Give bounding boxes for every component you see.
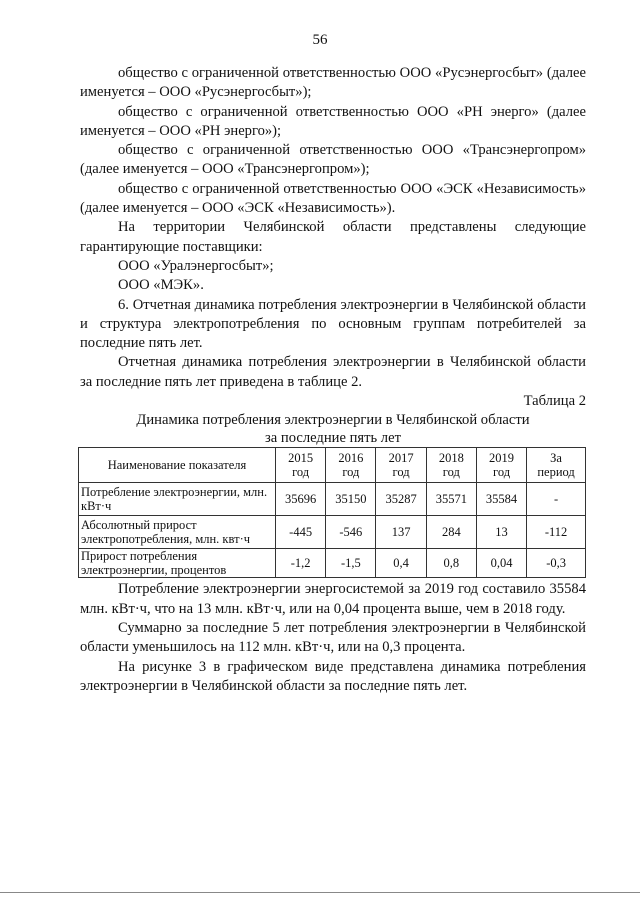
table-cell: 35287: [376, 483, 426, 516]
table-row: [79, 549, 586, 578]
paragraph: Отчетная динамика потребления электроэнергии в Челябинской области за последние пять лет приведена в таблице 2.: [80, 354, 586, 390]
table-title-line1: Динамика потребления электроэнергии в Челябинской области: [136, 412, 530, 429]
table-cell: 35150: [326, 483, 376, 516]
bottom-divider: [0, 892, 640, 893]
table-cell: 35696: [276, 483, 326, 516]
paragraph: общество с ограниченной ответственностью ООО «ЭСК «Независимость» (далее именуется – ООО «ЭСК «Независимость»).: [80, 180, 586, 217]
row-label: Потребление электроэнергии, млн. кВт·ч: [79, 483, 276, 516]
header-year: 2018 год: [426, 448, 476, 483]
table-cell-period: -0,3: [527, 549, 586, 578]
document-body: [80, 64, 586, 696]
table-cell: 35571: [426, 483, 476, 516]
paragraph: ООО «Уралэнергосбыт»;: [118, 257, 274, 274]
table-cell: 0,8: [426, 549, 476, 578]
table-cell: 13: [476, 516, 526, 549]
table-cell: -1,2: [276, 549, 326, 578]
paragraph: Суммарно за последние 5 лет потребления электроэнергии в Челябинской области уменьшилось на 112 млн. кВт·ч, или на 0,3 процента.: [80, 619, 586, 656]
table-cell: 0,4: [376, 549, 426, 578]
paragraph: 6. Отчетная динамика потребления электроэнергии в Челябинской области и структура электропотребления по основным группам потребителей за последние пять лет.: [80, 296, 586, 352]
paragraph: На территории Челябинской области представлены следующие гарантирующие поставщики:: [80, 219, 586, 255]
header-period: За период: [527, 448, 586, 483]
table-cell: 137: [376, 516, 426, 549]
paragraph: общество с ограниченной ответственностью ООО «Трансэнергопром» (далее именуется – ООО «Трансэнергопром»);: [80, 142, 586, 178]
page-number: 56: [312, 32, 328, 48]
table-row: [79, 483, 586, 516]
header-indicator: Наименование показателя: [79, 448, 276, 483]
header-year: 2019 год: [476, 448, 526, 483]
consumption-table: [78, 447, 586, 578]
table-row: [79, 516, 586, 549]
table-cell: 284: [426, 516, 476, 549]
header-year: 2016 год: [326, 448, 376, 483]
table-cell: -445: [276, 516, 326, 549]
row-label: Прирост потребления электроэнергии, процентов: [79, 549, 276, 578]
table-label: Таблица 2: [523, 393, 586, 410]
paragraph: ООО «МЭК».: [118, 277, 204, 294]
table-cell: -1,5: [326, 549, 376, 578]
paragraph: На рисунке 3 в графическом виде представлена динамика потребления электроэнергии в Челябинской области за последние пять лет.: [80, 658, 586, 694]
header-year: 2015 год: [276, 448, 326, 483]
paragraph: Потребление электроэнергии энергосистемой за 2019 год составило 35584 млн. кВт·ч, что на 13 млн. кВт·ч, или на 0,04 процента выше, чем в 2018 году.: [80, 581, 586, 617]
row-label: Абсолютный прирост электропотребления, млн. квт·ч: [79, 516, 276, 549]
table-cell: 0,04: [476, 549, 526, 578]
paragraph: общество с ограниченной ответственностью ООО «Русэнергосбыт» (далее именуется – ООО «Русэнергосбыт»);: [80, 65, 586, 101]
table-title-line2: за последние пять лет: [265, 430, 401, 447]
paragraph: общество с ограниченной ответственностью ООО «РН энерго» (далее именуется – ООО «РН энерго»);: [80, 103, 586, 139]
table-cell-period: -112: [527, 516, 586, 549]
table-cell-period: -: [527, 483, 586, 516]
table-header-row: [79, 448, 586, 483]
table-cell: 35584: [476, 483, 526, 516]
table-cell: -546: [326, 516, 376, 549]
header-year: 2017 год: [376, 448, 426, 483]
